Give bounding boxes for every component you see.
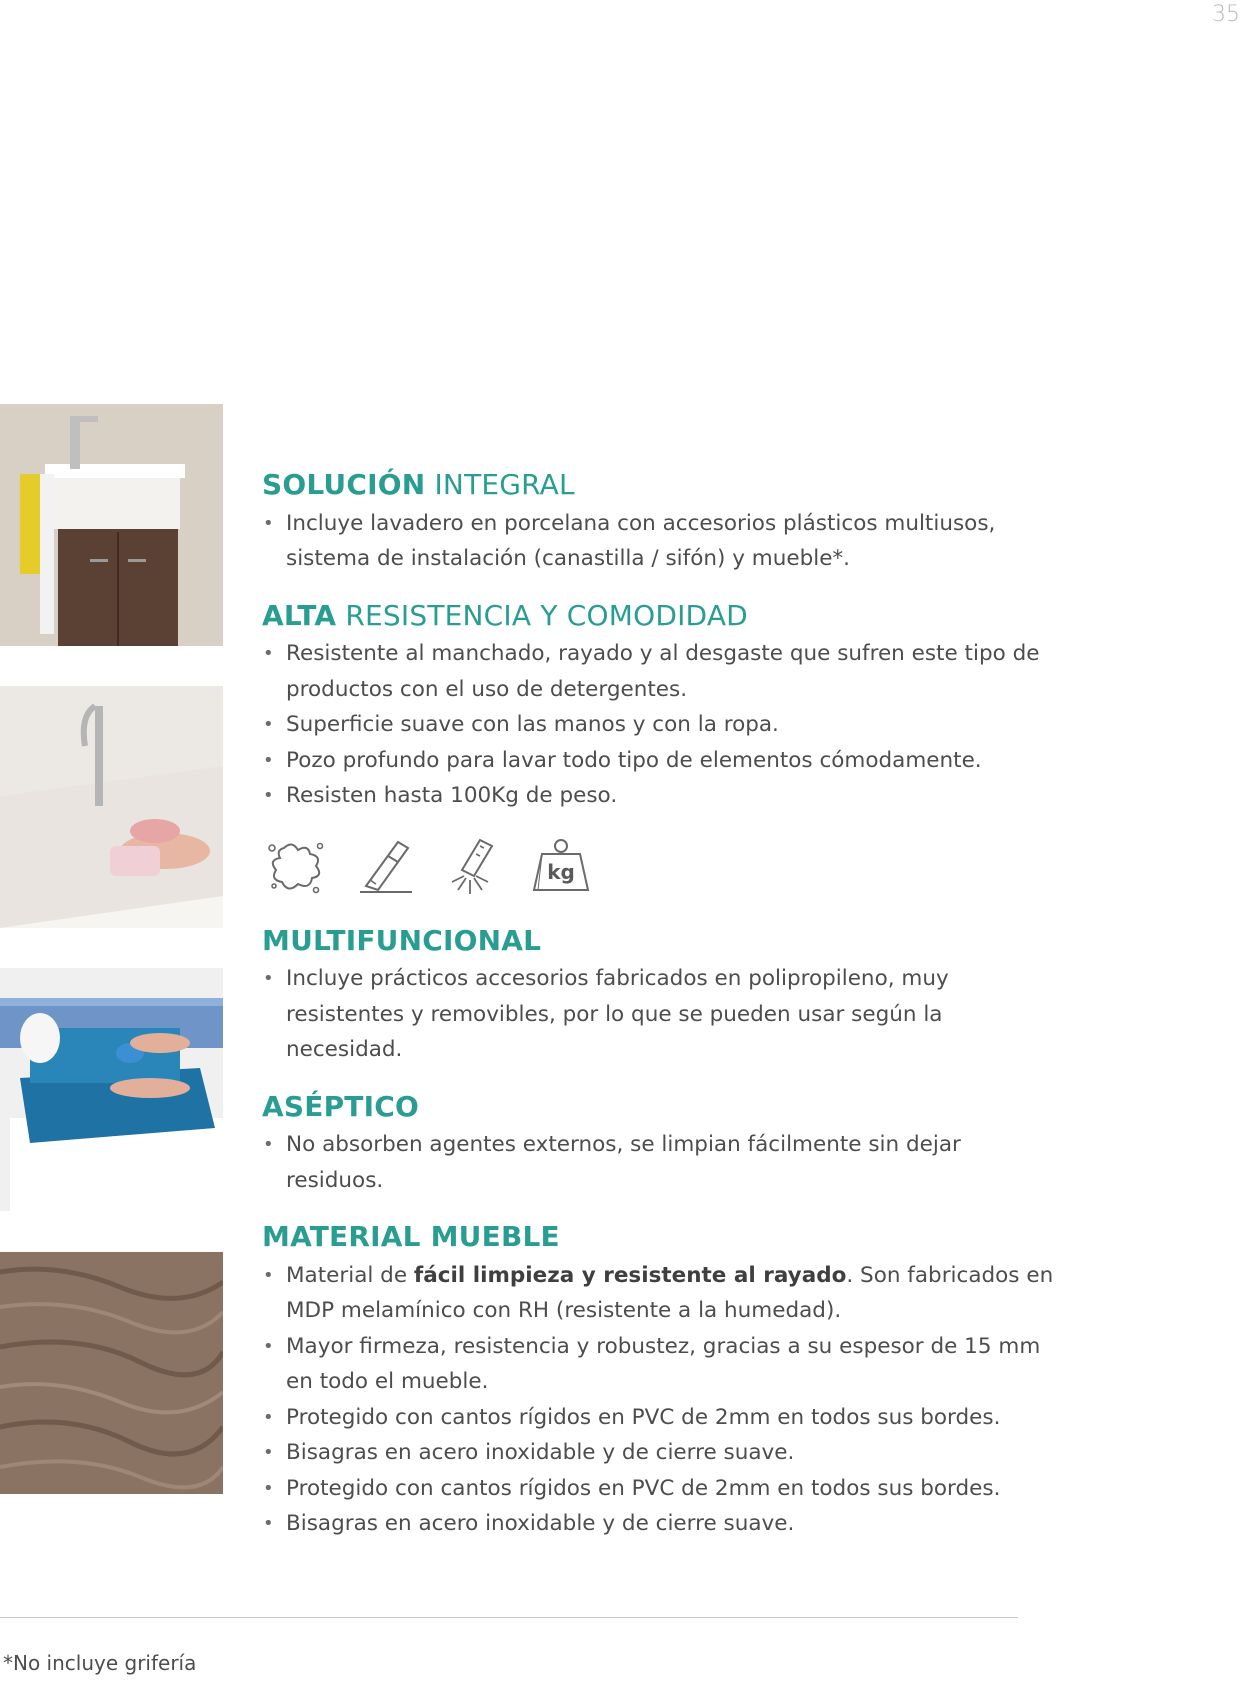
- list-item: • Bisagras en acero inoxidable y de cierre suave.: [262, 1506, 1062, 1542]
- list-item: • Incluye lavadero en porcelana con accesorios plásticos multiusos, sistema de instalación (canastilla / sifón) y mueble*.: [262, 506, 1062, 577]
- section-heading: SOLUCIÓN INTEGRAL: [262, 468, 575, 501]
- feature-icon-row: [264, 834, 1062, 898]
- section-multifuncional: [262, 924, 1062, 1068]
- list-item: • Mayor firmeza, resistencia y robustez, gracias a su espesor de 15 mm en todo el mueble.: [262, 1329, 1062, 1400]
- section-material-mueble: [262, 1220, 1062, 1542]
- list-item: • Material de fácil limpieza y resistente al rayado. Son fabricados en MDP melamínico con RH (resistente a la humedad).: [262, 1258, 1062, 1329]
- list-item: • Bisagras en acero inoxidable y de cierre suave.: [262, 1435, 1062, 1471]
- section-heading: ALTA RESISTENCIA Y COMODIDAD: [262, 598, 748, 632]
- list-item: • Incluye prácticos accesorios fabricados en polipropileno, muy resistentes y removibles, por lo que se pueden usar según la necesidad.: [262, 961, 1062, 1068]
- list-item: • Resistente al manchado, rayado y al desgaste que sufren este tipo de productos con el uso de detergentes.: [262, 636, 1062, 707]
- footer-divider: [0, 1617, 1018, 1618]
- section-aseptico: [262, 1090, 1062, 1199]
- list-item: • Protegido con cantos rígidos en PVC de 2mm en todos sus bordes.: [262, 1471, 1062, 1507]
- section-alta-resistencia: [262, 599, 1062, 898]
- weight-kg-label: kg: [547, 859, 575, 884]
- list-item: • No absorben agentes externos, se limpian fácilmente sin dejar residuos.: [262, 1127, 1062, 1198]
- section-solucion-integral: [262, 468, 1062, 577]
- feature-list: [262, 468, 1062, 1542]
- section-heading: MULTIFUNCIONAL: [262, 923, 542, 957]
- page-number: 35: [1212, 2, 1240, 27]
- section-heading: ASÉPTICO: [262, 1089, 419, 1123]
- scratch-resistant-icon: [352, 834, 418, 898]
- list-item: • Superficie suave con las manos y con la ropa.: [262, 707, 1062, 743]
- list-item: • Resisten hasta 100Kg de peso.: [262, 778, 1062, 814]
- weight-kg-icon: [528, 834, 594, 898]
- vanity-sink-photo: [0, 404, 223, 646]
- accessories-tray-photo: [0, 968, 223, 1211]
- washing-hands-photo: [0, 686, 223, 928]
- wear-resistant-icon: [440, 834, 506, 898]
- wood-texture-photo: [0, 1252, 223, 1494]
- section-heading: MATERIAL MUEBLE: [262, 1220, 560, 1254]
- list-item: • Pozo profundo para lavar todo tipo de elementos cómodamente.: [262, 743, 1062, 779]
- list-item: • Protegido con cantos rígidos en PVC de 2mm en todos sus bordes.: [262, 1400, 1062, 1436]
- footnote: *No incluye grifería: [3, 1651, 197, 1675]
- stain-resistant-icon: [264, 834, 330, 898]
